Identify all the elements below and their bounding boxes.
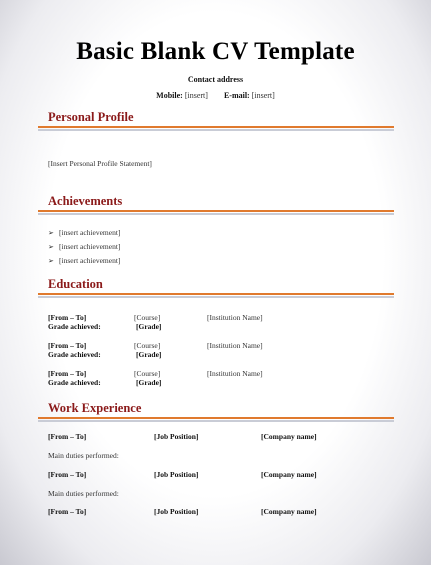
work-dates: [From – To]	[48, 470, 87, 479]
arrow-bullet-icon: ➢	[48, 257, 54, 265]
document-title: Basic Blank CV Template	[76, 38, 355, 65]
work-company: [Company name]	[261, 432, 317, 441]
work-experience-heading: Work Experience	[48, 401, 142, 415]
section-divider	[38, 293, 394, 298]
education-heading: Education	[48, 277, 103, 291]
list-item: ➢ [insert achievement]	[48, 256, 121, 265]
personal-profile-heading: Personal Profile	[48, 110, 134, 124]
grade-value: [Grade]	[136, 378, 162, 387]
grade-value: [Grade]	[136, 350, 162, 359]
education-dates: [From – To]	[48, 313, 87, 322]
work-duties-label: Main duties performed:	[48, 451, 119, 460]
education-dates: [From – To]	[48, 341, 87, 350]
arrow-bullet-icon: ➢	[48, 229, 54, 237]
section-divider	[38, 210, 394, 215]
work-company: [Company name]	[261, 470, 317, 479]
contact-address-label: Contact address	[187, 75, 244, 84]
contact-line	[0, 91, 431, 100]
education-institution: [Institution Name]	[207, 369, 263, 378]
grade-value: [Grade]	[136, 322, 162, 331]
list-item: ➢ [insert achievement]	[48, 242, 121, 251]
email-label: E-mail:	[223, 91, 250, 100]
achievements-heading: Achievements	[48, 194, 123, 208]
mobile-label: Mobile:	[156, 91, 183, 100]
work-dates: [From – To]	[48, 507, 87, 516]
section-divider	[38, 417, 394, 422]
grade-label: Grade achieved:	[48, 350, 101, 359]
arrow-bullet-icon: ➢	[48, 243, 54, 251]
personal-profile-statement: [Insert Personal Profile Statement]	[48, 159, 152, 168]
grade-label: Grade achieved:	[48, 378, 101, 387]
education-institution: [Institution Name]	[207, 313, 263, 322]
work-position: [Job Position]	[154, 507, 199, 516]
email-value: [insert]	[251, 91, 275, 100]
work-duties-label: Main duties performed:	[48, 489, 119, 498]
list-item: ➢ [insert achievement]	[48, 228, 121, 237]
section-divider	[38, 126, 394, 131]
work-position: [Job Position]	[154, 432, 199, 441]
work-dates: [From – To]	[48, 432, 87, 441]
education-course: [Course]	[134, 369, 161, 378]
education-dates: [From – To]	[48, 369, 87, 378]
mobile-value: [insert]	[184, 91, 208, 100]
work-position: [Job Position]	[154, 470, 199, 479]
education-course: [Course]	[134, 341, 161, 350]
education-course: [Course]	[134, 313, 161, 322]
grade-label: Grade achieved:	[48, 322, 101, 331]
work-company: [Company name]	[261, 507, 317, 516]
education-institution: [Institution Name]	[207, 341, 263, 350]
